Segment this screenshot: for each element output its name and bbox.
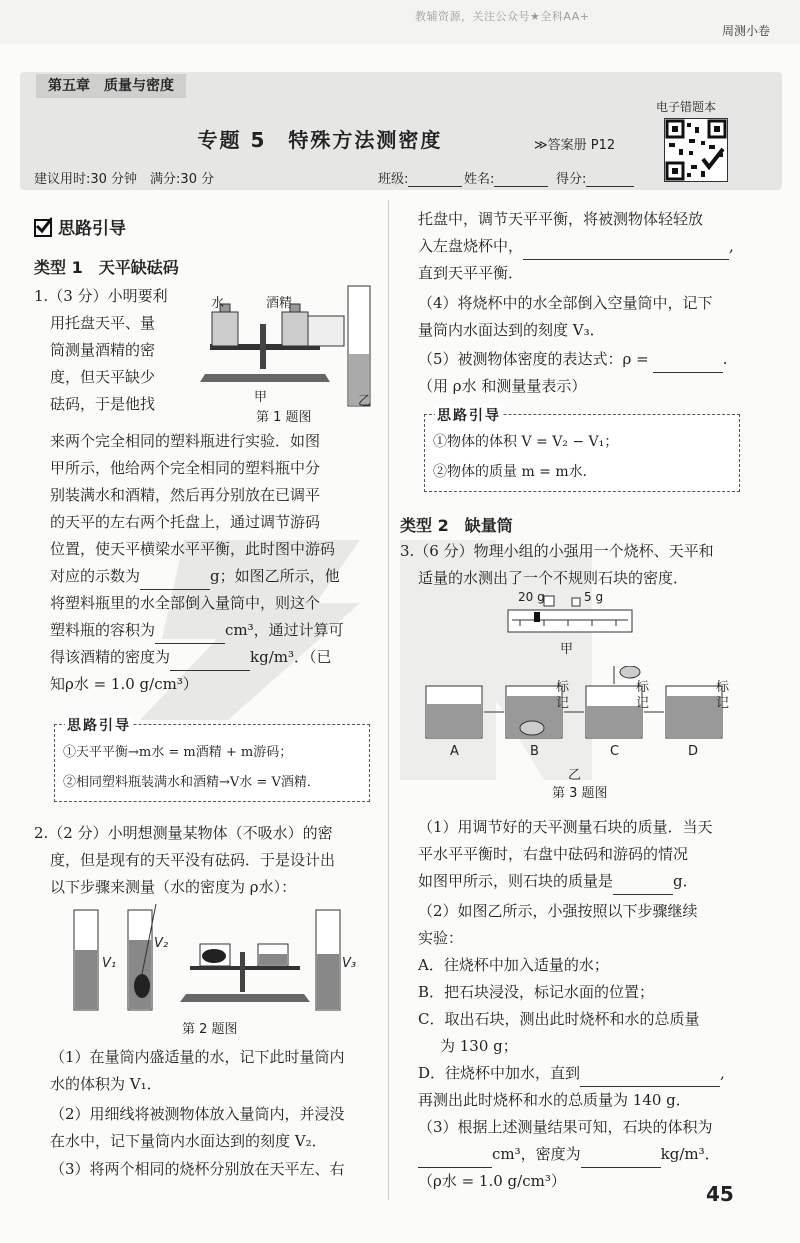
balance-base: [180, 994, 310, 1002]
score-blank[interactable]: [586, 186, 634, 187]
top-bar: [0, 0, 800, 44]
q2-step: 托盘中，调节天平平衡，将被测物体轻轻放: [418, 210, 704, 228]
name-field[interactable]: [464, 168, 548, 187]
q1-line: 甲所示，他给两个完全相同的塑料瓶中分: [50, 459, 321, 477]
type2-title: 类型 2 缺量筒: [400, 516, 513, 535]
submerged-object: [134, 974, 150, 998]
q2-step: 水的体积为 V₁．: [50, 1075, 162, 1093]
q1-line: 砝码，于是他找: [50, 395, 156, 413]
q3-step: 实验：: [418, 929, 464, 947]
alcohol-bottle: [282, 312, 308, 346]
fig2-v3-label: V₃: [342, 956, 357, 971]
fig3-mark-label: 标记: [716, 680, 730, 711]
q1-blank-2[interactable]: [155, 624, 225, 644]
fig1-jia-label: 甲: [254, 390, 268, 405]
q2-step: （1）在量筒内盛适量的水，记下此时量筒内: [50, 1048, 345, 1066]
q1-blank-3[interactable]: [170, 651, 250, 671]
q3-step: B．把石块浸没，标记水面的位置；: [418, 983, 655, 1001]
class-label: 班级:: [378, 172, 409, 187]
q1-text: cm³，通过计算可: [225, 621, 344, 639]
fig2-v2-label: V₂: [154, 936, 169, 951]
q2-line: 度，但是现有的天平没有砝码．于是设计出: [50, 851, 336, 869]
fig3-d-label: D: [688, 744, 699, 759]
fig2-v1-label: V₁: [102, 956, 117, 971]
q3-step: [418, 1141, 720, 1168]
q1-line: [50, 617, 344, 644]
fig3-5g-label: 5 g: [584, 590, 604, 604]
q2-step: 入左盘烧杯中， ,: [418, 233, 734, 260]
q3-text: cm³，密度为: [492, 1145, 581, 1163]
answer-reference: ≫答案册 P12: [534, 138, 616, 153]
q3-step: A．往烧杯中加入适量的水；: [418, 956, 609, 974]
q3-line: 3.（6 分）物理小组的小强用一个烧杯、天平和: [400, 542, 714, 560]
type1-title: 类型 1 天平缺砝码: [34, 258, 179, 277]
q2-line: 2.（2 分）小明想测量某物体（不吸水）的密: [34, 824, 333, 842]
page-number: 45: [706, 1182, 734, 1206]
fig1-caption: 第 1 题图: [256, 410, 312, 425]
fig3-caption: 第 3 题图: [552, 786, 608, 801]
qr-code-icon[interactable]: [664, 118, 728, 182]
q3-step: 平水平平衡时，右盘中砝码和游码的情况: [418, 845, 689, 863]
fig1-yi-label: 乙: [358, 394, 372, 409]
rider-scale: [508, 610, 632, 632]
fig3-a-label: A: [450, 744, 459, 759]
fig3-jia-label: 甲: [560, 642, 574, 657]
q3-step: （ρ水 = 1.0 g/cm³）: [418, 1172, 566, 1190]
q3-step: C．取出石块，测出此时烧杯和水的总质量: [418, 1010, 700, 1028]
fig1-alcohol-label: 酒精: [266, 296, 293, 311]
object-in-beaker: [202, 949, 226, 963]
q1-text: kg/m³．（已: [250, 648, 332, 666]
q3-text: kg/m³．: [660, 1145, 720, 1163]
score-label: 得分:: [556, 172, 587, 187]
class-blank[interactable]: [408, 186, 462, 187]
fig3-mark-label: 标记: [556, 680, 570, 711]
q3-step: 再测出此时烧杯和水的总质量为 140 g．: [418, 1091, 691, 1109]
q1-line: 筒测量酒精的密: [50, 341, 156, 359]
fig3-mark-label: 标记: [636, 680, 650, 711]
series-label: 周测小卷: [721, 24, 770, 38]
fig3-20g-label: 20 g: [518, 590, 545, 604]
q1-text: 塑料瓶的容积为: [50, 621, 156, 639]
fig3-yi-label: 乙: [568, 768, 582, 783]
beaker-c-water: [587, 706, 641, 737]
q1-line: 别装满水和酒精，然后再分别放在已调平: [50, 486, 321, 504]
q2-tip-2: ②物体的质量 m = m水．: [433, 464, 597, 480]
score-field[interactable]: [556, 168, 634, 187]
q3-blank-2[interactable]: [580, 1067, 720, 1087]
q1-line: 用托盘天平、量: [50, 314, 156, 332]
q2-blank-1[interactable]: [523, 240, 729, 260]
q1-line: [50, 563, 340, 590]
q2-text: 入左盘烧杯中，: [418, 237, 524, 255]
fig3-b-label: B: [530, 744, 539, 759]
page-title: 专题 5 特殊方法测密度: [197, 128, 443, 152]
q3-text: g．: [673, 872, 698, 890]
q2-step: 量筒内水面达到的刻度 V₃．: [418, 321, 605, 339]
weight-20g: [544, 596, 554, 606]
beaker-right-water: [259, 954, 287, 965]
fig3-c-label: C: [610, 744, 620, 759]
q1-tip-box: [54, 718, 370, 802]
q3-line: 适量的水测出了一个不规则石块的密度．: [418, 569, 689, 587]
q2-tip-label: 思路引导: [435, 405, 503, 425]
q3-blank-1[interactable]: [613, 875, 673, 895]
cylinder-zoom-inset: [308, 316, 344, 346]
q1-tip-2: ②相同塑料瓶装满水和酒精→V水 = V酒精．: [63, 775, 320, 790]
q2-step: （5）被测物体密度的表达式：ρ = .: [418, 346, 727, 373]
q2-line: 以下步骤来测量（水的密度为 ρ水）：: [50, 878, 297, 896]
checkbox-icon: [34, 219, 52, 237]
time-score-info: 建议用时:30 分钟 满分:30 分: [34, 172, 215, 187]
q3-step: [418, 868, 698, 895]
name-blank[interactable]: [494, 186, 548, 187]
stone: [520, 721, 544, 735]
guide-title: 思路引导: [58, 219, 126, 239]
q3-step: （1）用调节好的天平测量石块的质量．当天: [418, 818, 713, 836]
q1-tip-label: 思路引导: [65, 715, 133, 735]
q1-text: 对应的示数为: [50, 567, 141, 585]
stone-removed: [620, 666, 640, 678]
q1-line: 位置，使天平横梁水平平衡，此时图中游码: [50, 540, 336, 558]
q3-blank-3[interactable]: [418, 1148, 492, 1168]
rider: [534, 612, 540, 622]
balance-pillar: [240, 952, 245, 992]
beaker-d-water: [667, 696, 721, 737]
fig2-caption: 第 2 题图: [182, 1022, 238, 1037]
q2-tip-box: [424, 408, 740, 492]
q1-line: [50, 644, 332, 671]
cylinder-v1-water: [75, 950, 97, 1009]
q2-step: （用 ρ水 和测量量表示）: [418, 377, 587, 395]
q1-blank-1[interactable]: [140, 570, 210, 590]
q3-step: D．往烧杯中加水，直到 ,: [418, 1060, 725, 1087]
water-bottle: [212, 312, 238, 346]
column-divider: [388, 200, 389, 1200]
q1-text: g；如图乙所示，他: [210, 567, 340, 585]
q2-tip-1: ①物体的体积 V = V₂ − V₁；: [433, 434, 619, 450]
q3-text: 如图甲所示，则石块的质量是: [418, 872, 614, 890]
beaker-a-water: [427, 704, 481, 737]
promo-text: 教辅资源，关注公众号★全科AA+: [415, 10, 590, 23]
q1-tip-1: ①天平平衡→m水 = m酒精 + m游码；: [63, 745, 293, 760]
q3-text: D．往烧杯中加水，直到: [418, 1064, 581, 1082]
cylinder-v3-water: [317, 954, 339, 1009]
guide-section: [34, 216, 126, 243]
q3-blank-4[interactable]: [581, 1148, 661, 1168]
q1-line: 度，但天平缺少: [50, 368, 156, 386]
figure-3-yi: [420, 666, 750, 746]
q3-step: （2）如图乙所示，小强按照以下步骤继续: [418, 902, 698, 920]
q3-step: 为 130 g；: [440, 1037, 518, 1055]
chapter-label: 第五章 质量与密度: [36, 74, 186, 98]
name-label: 姓名:: [464, 172, 495, 187]
q1-line: 来两个完全相同的塑料瓶进行实验．如图: [50, 432, 321, 450]
weight-5g: [572, 598, 580, 606]
q2-step: 在水中，记下量筒内水面达到的刻度 V₂．: [50, 1132, 327, 1150]
q2-step: （3）将两个相同的烧杯分别放在天平左、右: [50, 1160, 345, 1178]
q2-step: 直到天平平衡．: [418, 264, 524, 282]
q2-text: （5）被测物体密度的表达式：ρ =: [418, 350, 649, 368]
q2-blank-2[interactable]: [653, 353, 723, 373]
q1-line: 的天平的左右两个托盘上，通过调节游码: [50, 513, 321, 531]
q2-step: （2）用细线将被测物体放入量筒内，并浸没: [50, 1105, 345, 1123]
q3-step: （3）根据上述测量结果可知，石块的体积为: [418, 1118, 713, 1136]
class-field[interactable]: [378, 168, 462, 187]
fig1-water-label: 水: [211, 296, 225, 311]
q1-line: 1.（3 分）小明要利: [34, 287, 168, 305]
q1-line: 知ρ水 = 1.0 g/cm³）: [50, 675, 198, 693]
q2-step: （4）将烧杯中的水全部倒入空量筒中，记下: [418, 294, 713, 312]
qr-label: 电子错题本: [656, 100, 717, 114]
q1-text: 得该酒精的密度为: [50, 648, 171, 666]
q1-line: 将塑料瓶里的水全部倒入量筒中，则这个: [50, 594, 321, 612]
balance-pillar: [260, 324, 266, 369]
balance-base: [200, 374, 330, 382]
